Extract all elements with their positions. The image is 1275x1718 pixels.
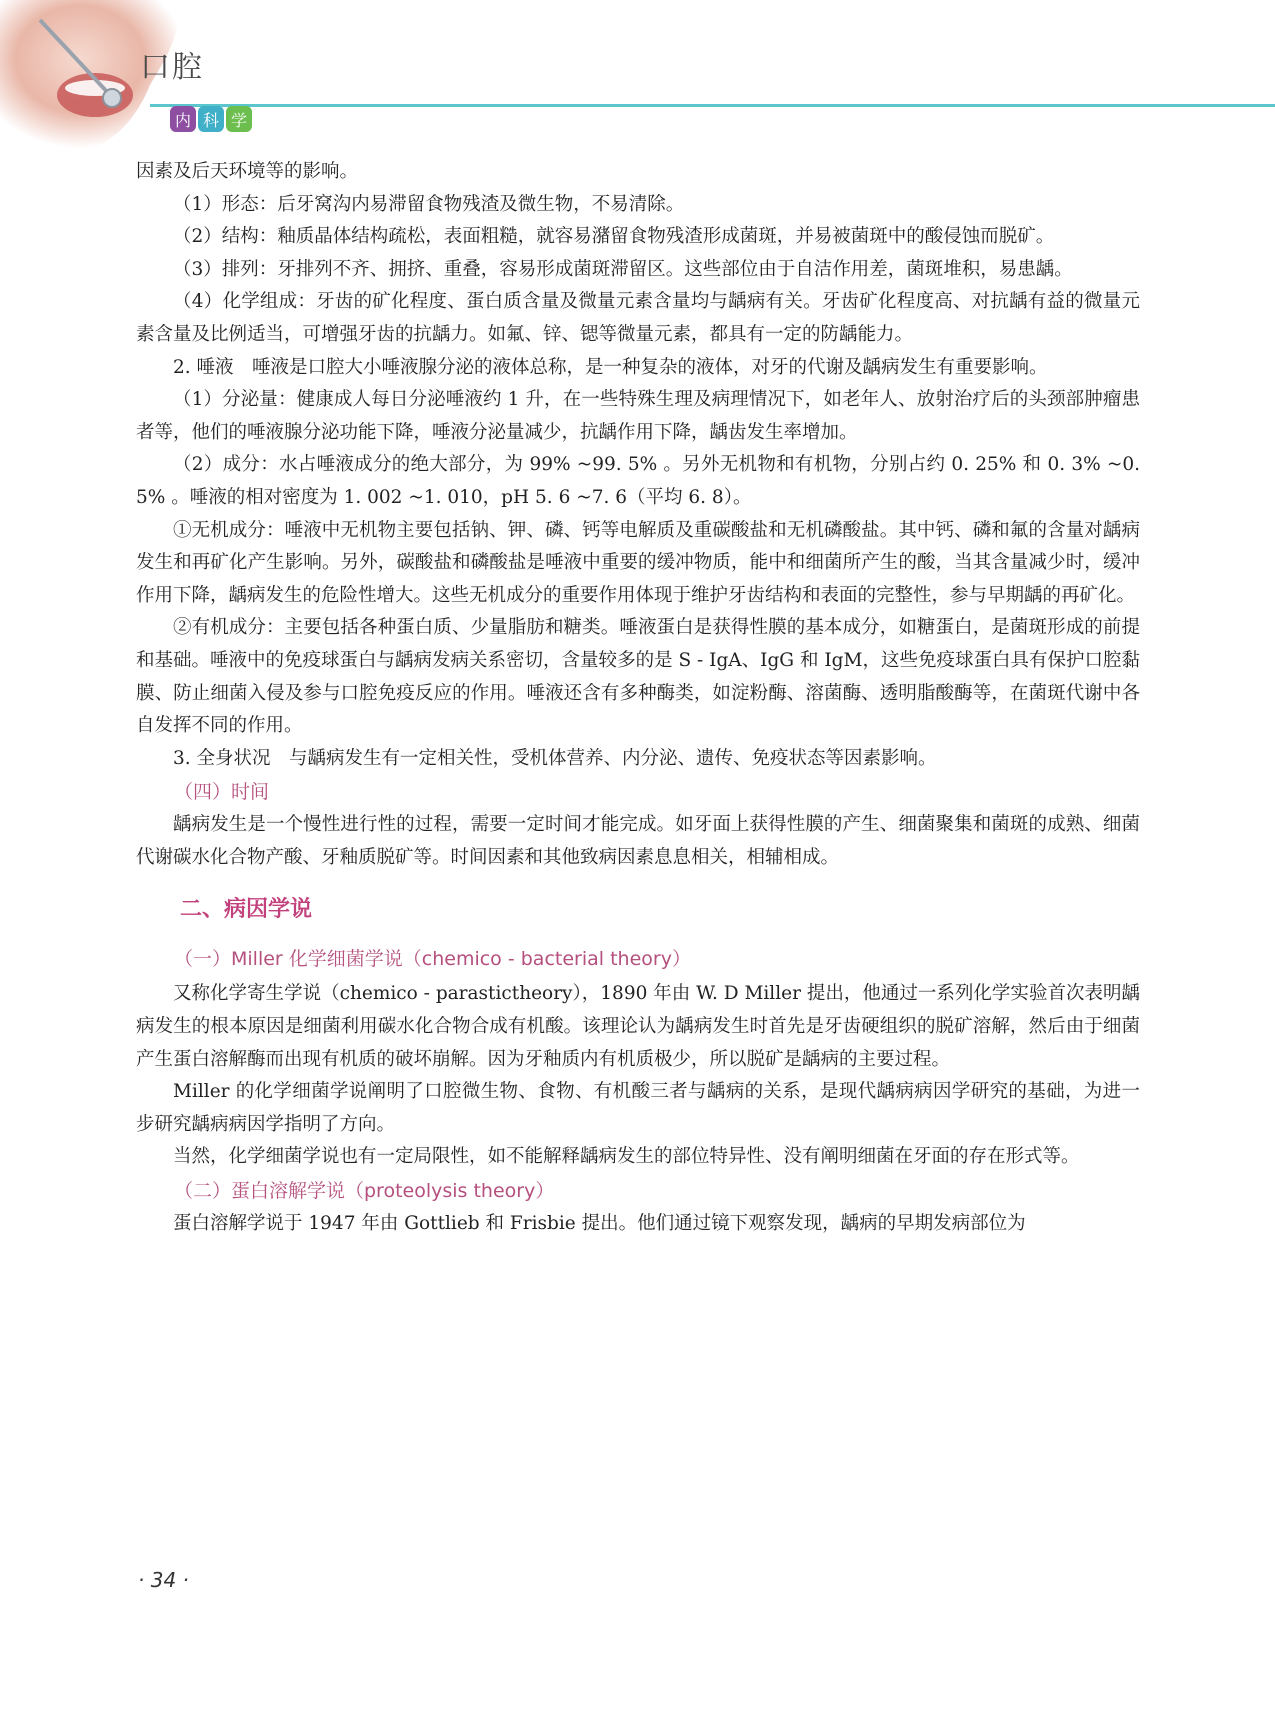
paragraph: 3. 全身状况 与龋病发生有一定相关性，受机体营养、内分泌、遗传、免疫状态等因素影响。	[173, 747, 937, 769]
section-heading-time: （四）时间	[174, 781, 270, 804]
subtitle-char-1: 内	[170, 106, 196, 132]
subtitle-char-2: 科	[198, 106, 224, 132]
header-rule	[150, 104, 1275, 107]
paragraph: 龋病发生是一个慢性进行性的过程，需要一定时间才能完成。如牙面上获得性膜的产生、细菌聚集和菌斑的成熟、细菌代谢碳水化合物产酸、牙釉质脱矿等。时间因素和其他致病因素息息相关，相辅相成。	[136, 814, 1140, 868]
paragraph: ①无机成分：唾液中无机物主要包括钠、钾、磷、钙等电解质及重碳酸盐和无机磷酸盐。其中钙、磷和氟的含量对龋病发生和再矿化产生影响。另外，碳酸盐和磷酸盐是唾液中重要的缓冲物质，能中和细菌所产生的酸，当其含量减少时，缓冲作用下降，龋病发生的危险性增大。这些无机成分的重要作用体现于维护牙齿结构和表面的完整性，参与早期龋的再矿化。	[136, 519, 1140, 606]
paragraph: 蛋白溶解学说于 1947 年由 Gottlieb 和 Frisbie 提出。他们通过镜下观察发现，龋病的早期发病部位为	[173, 1213, 1026, 1235]
page-number: · 34 ·	[138, 1568, 189, 1592]
paragraph: （4）化学组成：牙齿的矿化程度、蛋白质含量及微量元素含量均与龋病有关。牙齿矿化程度高、对抗龋有益的微量元素含量及比例适当，可增强牙齿的抗龋力。如氟、锌、锶等微量元素，都具有一定的防龋能力。	[136, 291, 1140, 345]
paragraph: 当然，化学细菌学说也有一定局限性，如不能解释龋病发生的部位特异性、没有阐明细菌在牙面的存在形式等。	[173, 1146, 1080, 1168]
section-heading-proteolysis: （二）蛋白溶解学说（proteolysis theory）	[174, 1180, 555, 1203]
book-subtitle	[170, 106, 252, 132]
subtitle-char-3: 学	[226, 106, 252, 132]
page-header	[0, 0, 1275, 150]
chapter-heading-etiology: 二、病因学说	[180, 897, 313, 923]
paragraph: 2. 唾液 唾液是口腔大小唾液腺分泌的液体总称，是一种复杂的液体，对牙的代谢及龋病发生有重要影响。	[173, 356, 1048, 378]
paragraph: 又称化学寄生学说（chemico - parastictheory），1890 年由 W. D Miller 提出，他通过一系列化学实验首次表明龋病发生的根本原因是细菌利用碳水化合物合成有机酸。该理论认为龋病发生时首先是牙齿硬组织的脱矿溶解，然后由于细菌产生蛋白溶解酶而出现有机质的破坏崩解。因为牙釉质内有机质极少，所以脱矿是龋病的主要过程。	[136, 983, 1140, 1070]
paragraph: （1）形态：后牙窝沟内易滞留食物残渣及微生物，不易清除。	[173, 193, 685, 215]
paragraph: （2）结构：釉质晶体结构疏松，表面粗糙，就容易潴留食物残渣形成菌斑，并易被菌斑中的酸侵蚀而脱矿。	[173, 226, 1055, 248]
book-title: 口腔	[140, 50, 204, 85]
paragraph: 因素及后天环境等的影响。	[136, 161, 359, 182]
paragraph: （1）分泌量：健康成人每日分泌唾液约 1 升，在一些特殊生理及病理情况下，如老年人、放射治疗后的头颈部肿瘤患者等，他们的唾液腺分泌功能下降，唾液分泌量减少，抗龋作用下降，龋齿发生率增加。	[136, 389, 1140, 443]
paragraph: （3）排列：牙排列不齐、拥挤、重叠，容易形成菌斑滞留区。这些部位由于自洁作用差，菌斑堆积，易患龋。	[173, 258, 1073, 280]
page-body	[136, 156, 1140, 1241]
paragraph: （2）成分：水占唾液成分的绝大部分，为 99% ~99. 5% 。另外无机物和有机物，分别占约 0. 25% 和 0. 3% ~0. 5% 。唾液的相对密度为 1. 002 ~1. 010，pH 5. 6 ~7. 6（平均 6. 8）。	[136, 454, 1140, 508]
paragraph: Miller 的化学细菌学说阐明了口腔微生物、食物、有机酸三者与龋病的关系，是现代龋病病因学研究的基础，为进一步研究龋病病因学指明了方向。	[136, 1081, 1140, 1135]
paragraph: ②有机成分：主要包括各种蛋白质、少量脂肪和糖类。唾液蛋白是获得性膜的基本成分，如糖蛋白，是菌斑形成的前提和基础。唾液中的免疫球蛋白与龋病发病关系密切，含量较多的是 S - IgA、IgG 和 IgM，这些免疫球蛋白具有保护口腔黏膜、防止细菌入侵及参与口腔免疫反应的作用。唾液还含有多种酶类，如淀粉酶、溶菌酶、透明脂酸酶等，在菌斑代谢中各自发挥不同的作用。	[136, 617, 1140, 737]
section-heading-miller: （一）Miller 化学细菌学说（chemico - bacterial theory）	[174, 948, 691, 971]
